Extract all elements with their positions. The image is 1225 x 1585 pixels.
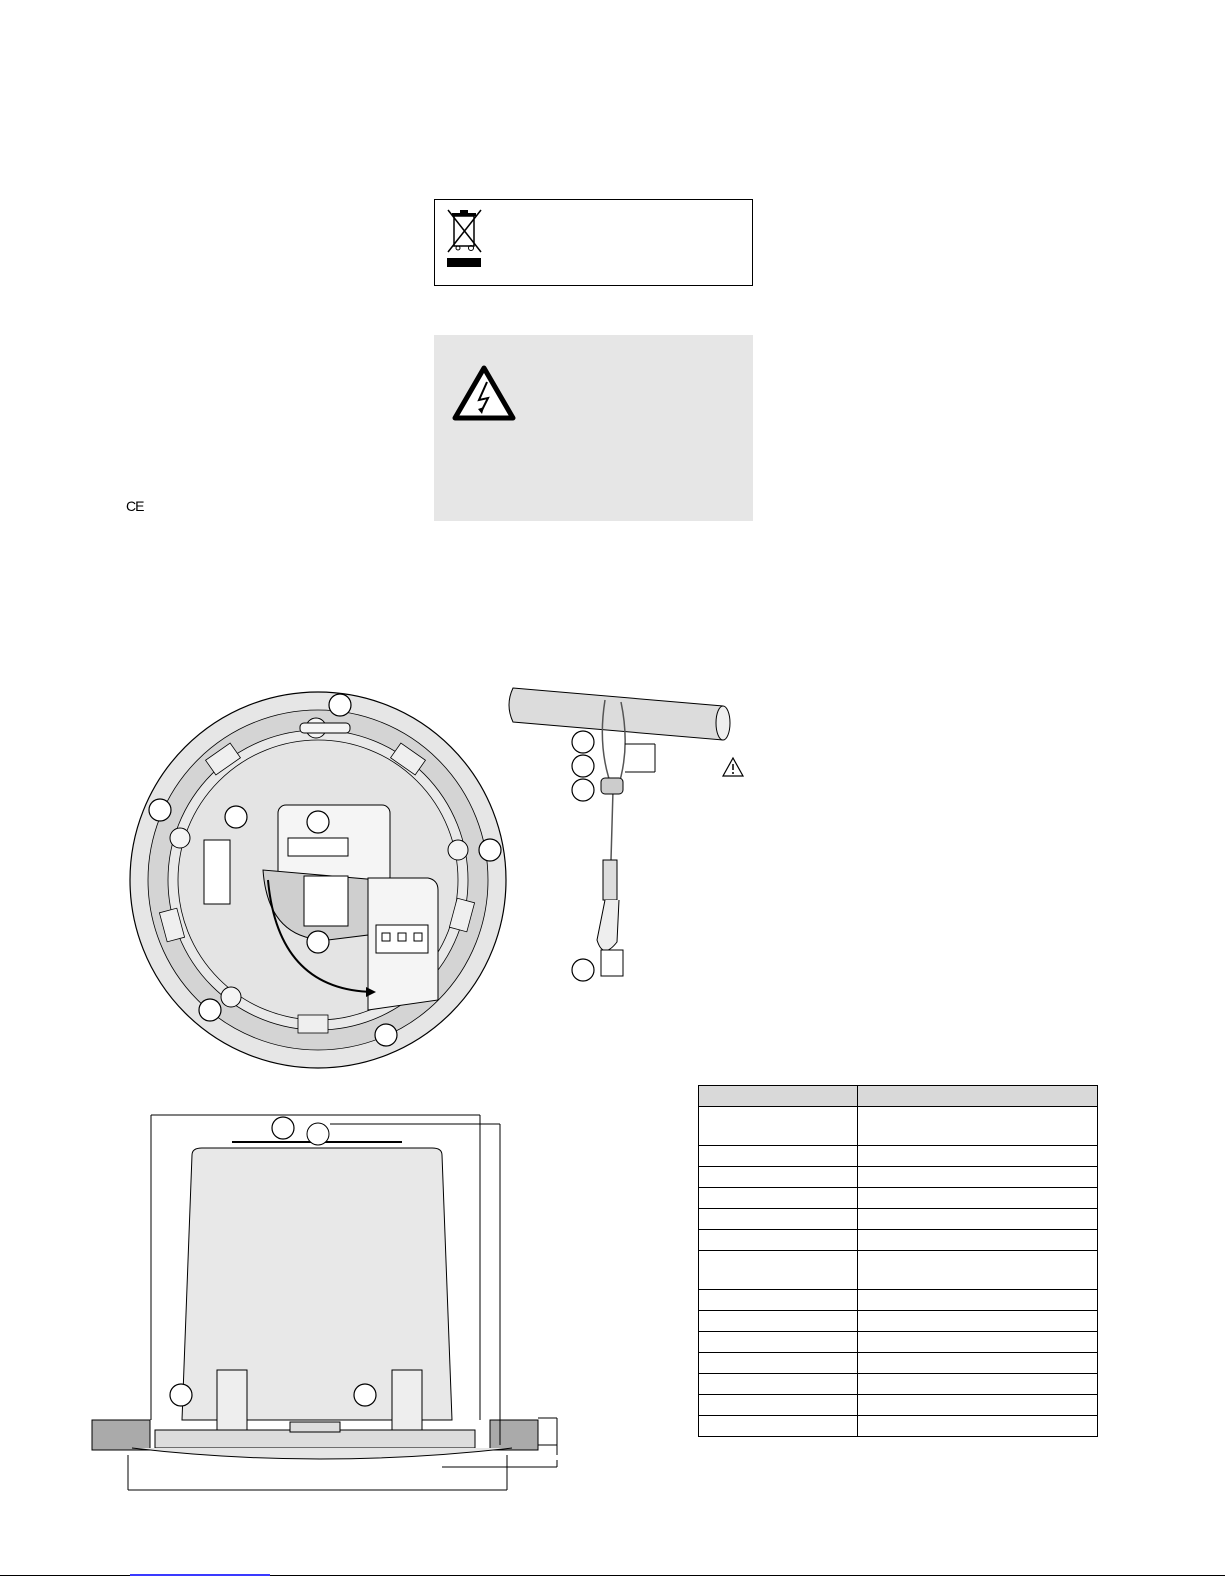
table-row bbox=[699, 1146, 1098, 1167]
caution-triangle-icon bbox=[722, 757, 744, 777]
crossed-bin-icon bbox=[445, 208, 485, 270]
table-row bbox=[699, 1209, 1098, 1230]
table-header-cell bbox=[858, 1086, 1098, 1107]
specifications-table bbox=[698, 1085, 1098, 1437]
table-row bbox=[699, 1167, 1098, 1188]
speaker-side-view-diagram bbox=[92, 1110, 572, 1500]
table-row bbox=[699, 1353, 1098, 1374]
table-row bbox=[699, 1395, 1098, 1416]
table-row bbox=[699, 1416, 1098, 1437]
speaker-rear-view-diagram bbox=[128, 690, 518, 1080]
table-row bbox=[699, 1107, 1098, 1146]
weee-disposal-box bbox=[434, 199, 753, 286]
high-voltage-warning-box bbox=[434, 335, 753, 521]
table-row bbox=[699, 1311, 1098, 1332]
table-header-row bbox=[699, 1086, 1098, 1107]
table-header-cell bbox=[699, 1086, 858, 1107]
table-row bbox=[699, 1188, 1098, 1209]
table-row bbox=[699, 1290, 1098, 1311]
table-row bbox=[699, 1251, 1098, 1290]
table-row bbox=[699, 1374, 1098, 1395]
table-row bbox=[699, 1230, 1098, 1251]
high-voltage-warning-icon bbox=[452, 365, 516, 421]
ce-mark: CE bbox=[126, 498, 144, 514]
footer-link[interactable] bbox=[130, 1574, 270, 1576]
safety-cable-diagram bbox=[505, 680, 755, 1000]
table-row bbox=[699, 1332, 1098, 1353]
